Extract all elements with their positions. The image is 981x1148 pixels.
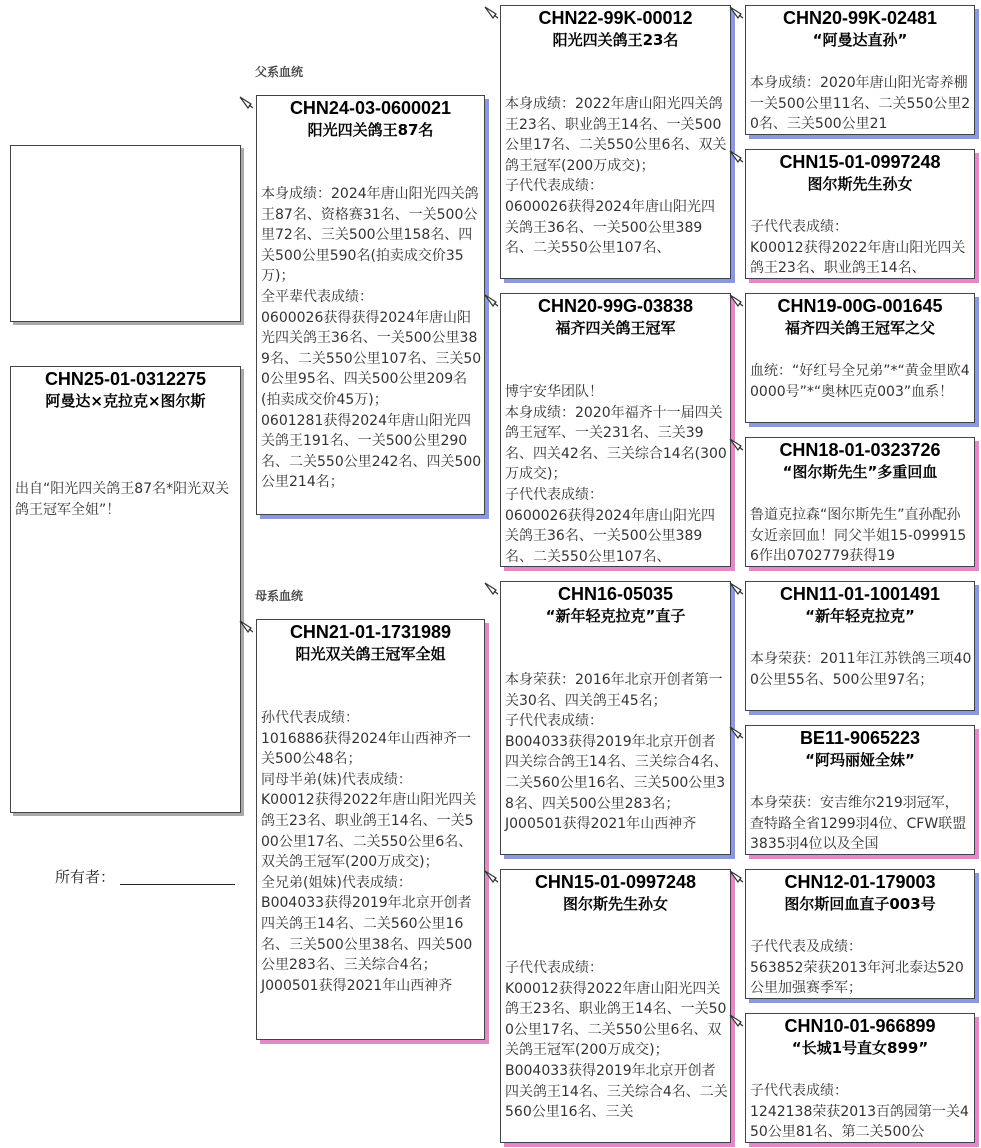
dam-description: 孙代代表成绩： 1016886获得2024年山西神齐一关500公48名； 同母半弟(妹)代表成绩： K00012获得2022年唐山阳光四关鸽王23名、职业鸽王14名、一关500公里17名、二关550公里6名、双关鸽王冠军(200万成交)； 全兄弟(姐妹)代表成绩： B004033获得2019年北京开创者四关鸽王14名、二关560公里16名、三关500公里38名、四关500公里283名、三关综合4名； J000501获得2021年山西神齐 (261, 710, 477, 994)
pencil-marker-icon (729, 582, 744, 596)
sire-section-label: 父系血统 (255, 65, 304, 79)
sds-description: 血统：“好红号全兄弟”*“黄金里欧40000号”*“奥林匹克003”血系！ (750, 363, 970, 400)
subject-description: 出自“阳光四关鸽王87名*阳光双关鸽王冠军全姐”！ (15, 481, 230, 518)
sss-name: “阿曼达直孙” (812, 31, 908, 49)
sds-name: 福齐四关鸽王冠军之父 (784, 319, 935, 337)
dam-sire-ring-number: CHN16-05035 (557, 584, 674, 604)
ssd-name: 图尔斯先生孙女 (807, 175, 913, 193)
sds-card (745, 293, 975, 423)
pencil-marker-icon (239, 620, 254, 634)
dam-sire-name: “新年轻克拉克”直子 (545, 607, 686, 625)
sire-sire-description: 本身成绩：2022年唐山阳光四关鸽王23名、职业鸽王14名、一关500公里17名、二关550公里6名、双关鸽王冠军(200万成交)； 子代代表成绩： 0600026获得2024年唐山阳光四关鸽王36名、一关500公里389名、二关550公里107名、 (505, 96, 727, 257)
sire-sire-card (500, 5, 731, 279)
dds-ring-number: CHN12-01-179003 (784, 872, 936, 892)
dsd-ring-number: BE11-9065223 (799, 728, 921, 748)
sire-dam-name: 福齐四关鸽王冠军 (555, 319, 676, 337)
sire-ring-number: CHN24-03-0600021 (289, 98, 452, 118)
dam-section-label: 母系血统 (255, 589, 304, 603)
pencil-marker-icon (729, 6, 744, 20)
dds-name: 图尔斯回血直子003号 (784, 895, 936, 913)
sds-ring-number: CHN19-00G-001645 (777, 296, 943, 316)
dsd-description: 本身荣获：安吉维尔219羽冠军，查特路全省1299羽4位、CFW联盟3835羽4位以及全国 (750, 795, 967, 853)
dam-ring-number: CHN21-01-1731989 (289, 622, 452, 642)
dds-card (745, 869, 975, 999)
dam-sire-description: 本身荣获：2016年北京开创者第一关30名、四关鸽王45名； 子代代表成绩： B004033获得2019年北京开创者四关综合鸽王14名、三关综合4名、二关560公里16名、三关500公里38名、四关500公里283名； J000501获得2021年山西神齐 (505, 672, 728, 833)
dss-card (745, 581, 975, 711)
dsd-card (745, 725, 975, 855)
sdd-description: 鲁道克拉森“图尔斯先生”直孙配孙女近亲回血！同父半姐15-0999156作出0702779获得19 (750, 507, 967, 565)
subject-name: 阿曼达×克拉克×图尔斯 (45, 392, 206, 410)
subject-ring-number: CHN25-01-0312275 (44, 369, 207, 389)
dam-dam-ring-number: CHN15-01-0997248 (534, 872, 697, 892)
ddd-card (745, 1013, 975, 1143)
owner-label: 所有者： (55, 868, 116, 886)
sire-sire-ring-number: CHN22-99K-00012 (538, 8, 693, 28)
pencil-marker-icon (729, 438, 744, 452)
sdd-name: “图尔斯先生”多重回血 (782, 463, 938, 481)
pencil-marker-icon (729, 870, 744, 884)
ddd-name: “长城1号直女899” (791, 1039, 929, 1057)
ssd-card (745, 149, 975, 279)
sire-description: 本身成绩：2024年唐山阳光四关鸽王87名、资格赛31名、一关500公里72名、三关500公里158名、四关500公里590名(拍卖成交价35万)； 全平辈代表成绩： 0600026获得获得2024年唐山阳光四关鸽王36名、一关500公里389名、二关550公里107名、三关500公里95名、四关500公里209名(拍卖成交价45万)； 0601281获得2024年唐山阳光四关鸽王191名、一关500公里290名、二关550公里242名、四关500公里214名； (261, 186, 482, 491)
pencil-marker-icon (239, 96, 254, 110)
pencil-marker-icon (729, 150, 744, 164)
dss-description: 本身荣获：2011年江苏铁鸽三项400公里55名、500公里97名； (750, 651, 972, 688)
sire-name: 阳光四关鸽王87名 (307, 121, 434, 139)
pencil-marker-icon (484, 870, 499, 884)
sdd-ring-number: CHN18-01-0323726 (779, 440, 941, 460)
dam-name: 阳光双关鸽王冠军全姐 (295, 645, 446, 663)
photo-frame (10, 145, 241, 322)
sss-ring-number: CHN20-99K-02481 (782, 8, 938, 28)
sss-description: 本身成绩：2020年唐山阳光寄养棚一关500公里11名、二关550公里20名、三关500公里21 (750, 75, 971, 133)
pencil-marker-icon (729, 1014, 744, 1028)
sire-card (256, 95, 485, 515)
ssd-ring-number: CHN15-01-0997248 (779, 152, 941, 172)
sire-sire-name: 阳光四关鸽王23名 (552, 31, 679, 49)
ssd-description: 子代代表成绩： K00012获得2022年唐山阳光四关鸽王23名、职业鸽王14名、 (750, 219, 966, 277)
ddd-description: 子代代表成绩： 1242138荣获2013百鸽园第一关450公里81名、第二关500公 (750, 1083, 969, 1141)
sire-dam-ring-number: CHN20-99G-03838 (537, 296, 694, 316)
dam-dam-card (500, 869, 731, 1143)
owner-underline (120, 884, 235, 885)
sdd-card (745, 437, 975, 567)
dam-sire-card (500, 581, 731, 855)
pencil-marker-icon (729, 294, 744, 308)
dss-name: “新年轻克拉克” (805, 607, 915, 625)
pencil-marker-icon (484, 6, 499, 20)
sss-card (745, 5, 975, 135)
dam-dam-description: 子代代表成绩： K00012获得2022年唐山阳光四关鸽王23名、职业鸽王14名、一关500公里17名、二关550公里6名、双关鸽王冠军(200万成交)； B004033获得2019年北京开创者四关鸽王14名、三关综合4名、二关560公里16名、三关 (505, 960, 728, 1121)
dss-ring-number: CHN11-01-1001491 (779, 584, 941, 604)
sire-dam-description: 博宇安华团队！ 本身成绩：2020年福齐十一届四关鸽王冠军、一关231名、三关39名、四关42名、三关综合14名(300万成交)； 子代代表成绩： 0600026获得2024年唐山阳光四关鸽王36名、一关500公里389名、二关550公里107名、 (505, 384, 727, 565)
sire-dam-card (500, 293, 731, 567)
dsd-name: “阿玛丽娅全妹” (805, 751, 915, 769)
pencil-marker-icon (484, 294, 499, 308)
dam-dam-name: 图尔斯先生孙女 (562, 895, 668, 913)
ddd-ring-number: CHN10-01-966899 (784, 1016, 936, 1036)
pencil-marker-icon (484, 582, 499, 596)
dds-description: 子代代表及成绩： 563852荣获2013年河北泰达520公里加强赛季军； (750, 939, 964, 997)
dam-card (256, 619, 485, 1040)
pencil-marker-icon (729, 726, 744, 740)
subject-card (10, 366, 241, 813)
